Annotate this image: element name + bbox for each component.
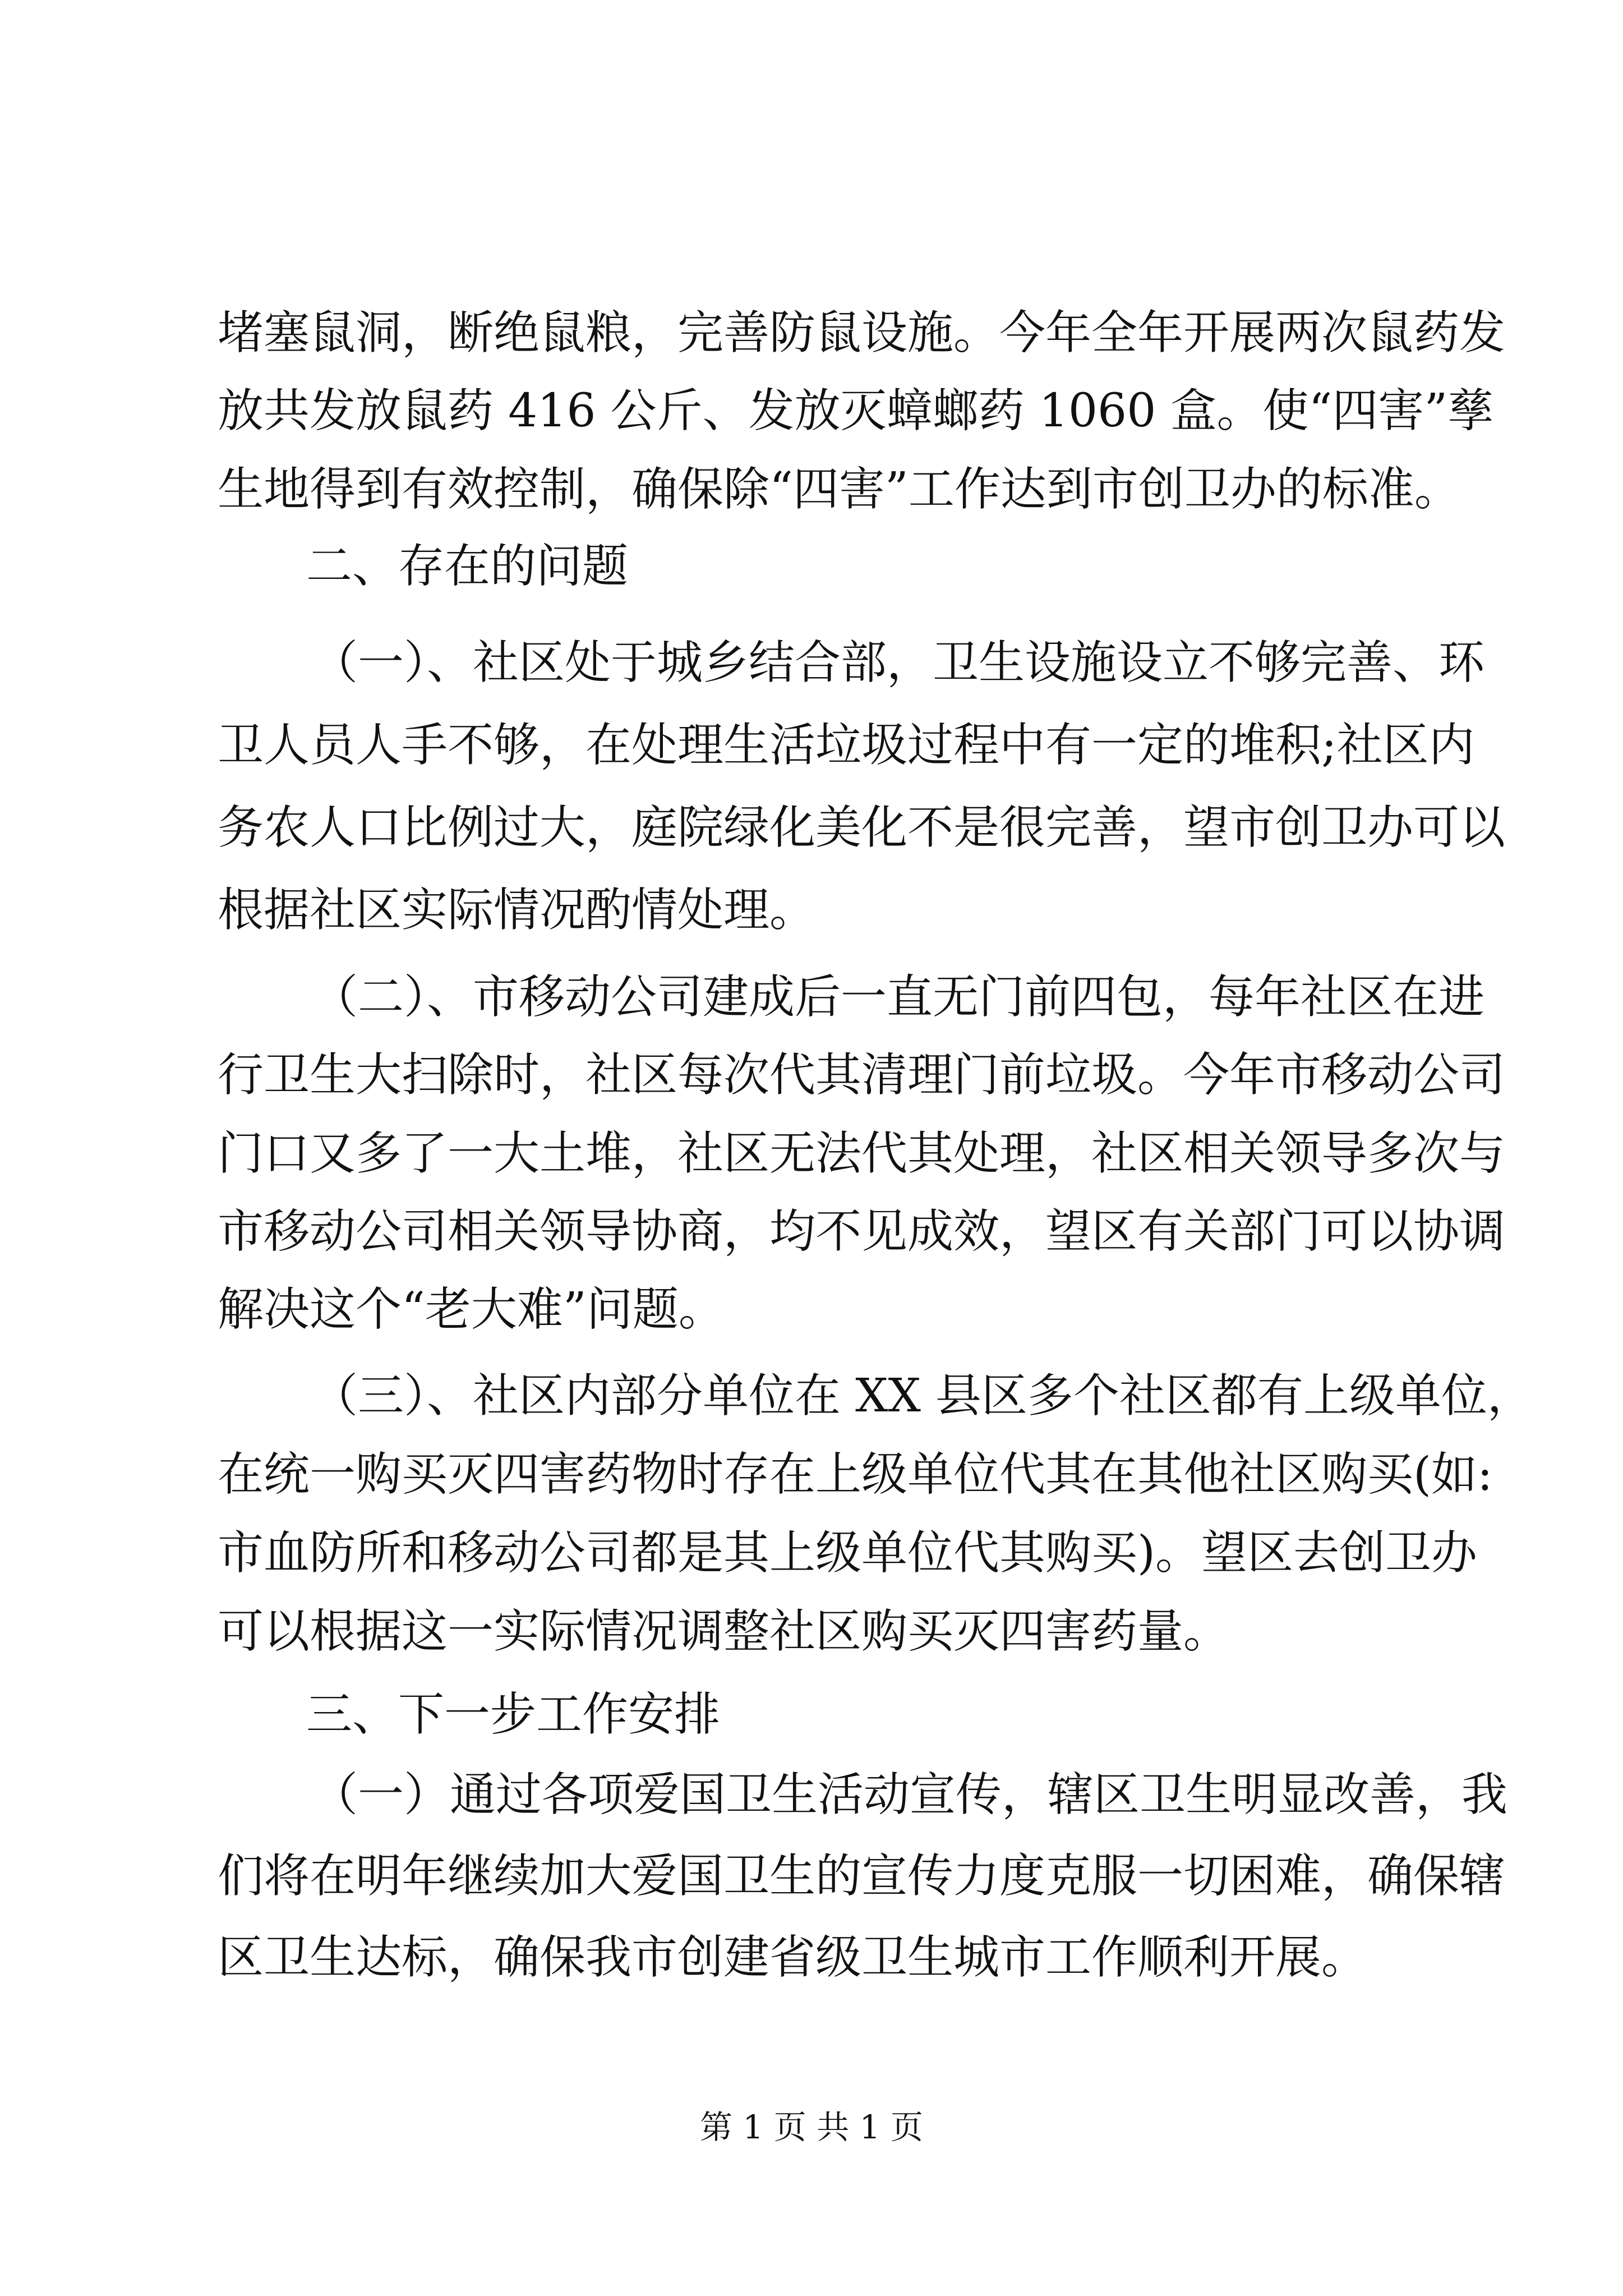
page-number: 第 1 页 共 1 页 <box>700 2108 923 2146</box>
text-line: 市血防所和移动公司都是其上级单位代其购买)。望区去创卫办 <box>218 1526 1477 1580</box>
text-line: （二）、市移动公司建成后一直无门前四包，每年社区在进 <box>312 970 1485 1024</box>
section-heading: 二、存在的问题 <box>306 540 629 593</box>
section-heading: 三、下一步工作安排 <box>306 1688 721 1741</box>
text-line: 放共发放鼠药 416 公斤、发放灭蟑螂药 1060 盒。使“四害”孳 <box>218 384 1494 438</box>
text-line: 行卫生大扫除时，社区每次代其清理门前垃圾。今年市移动公司 <box>218 1048 1506 1102</box>
text-line: 生地得到有效控制，确保除“四害”工作达到市创卫办的标准。 <box>218 463 1460 516</box>
text-line: 门口又多了一大土堆，社区无法代其处理，社区相关领导多次与 <box>218 1127 1506 1180</box>
text-line: 解决这个“老大难”问题。 <box>218 1283 725 1336</box>
text-line: 卫人员人手不够，在处理生活垃圾过程中有一定的堆积;社区内 <box>218 719 1475 772</box>
text-line: 可以根据这一实际情况调整社区购买灭四害药量。 <box>218 1605 1230 1658</box>
text-line: 堵塞鼠洞，断绝鼠粮，完善防鼠设施。今年全年开展两次鼠药发 <box>218 306 1506 360</box>
text-line: 们将在明年继续加大爱国卫生的宣传力度克服一切困难，确保辖 <box>218 1849 1506 1903</box>
text-line: （一）通过各项爱国卫生活动宣传，辖区卫生明显改善，我 <box>312 1768 1508 1821</box>
text-line: （一）、社区处于城乡结合部，卫生设施设立不够完善、环 <box>312 636 1485 689</box>
text-line: 在统一购买灭四害药物时存在上级单位代其在其他社区购买(如: <box>218 1448 1493 1501</box>
text-line: 根据社区实际情况酌情处理。 <box>218 884 816 937</box>
text-line: 务农人口比例过大，庭院绿化美化不是很完善，望市创卫办可以 <box>218 801 1506 854</box>
text-line: 市移动公司相关领导协商，均不见成效，望区有关部门可以协调 <box>218 1205 1506 1258</box>
text-line: （三）、社区内部分单位在 XX 县区多个社区都有上级单位， <box>312 1369 1533 1423</box>
text-line: 区卫生达标，确保我市创建省级卫生城市工作顺利开展。 <box>218 1931 1368 1984</box>
page-footer <box>0 2105 1623 2150</box>
